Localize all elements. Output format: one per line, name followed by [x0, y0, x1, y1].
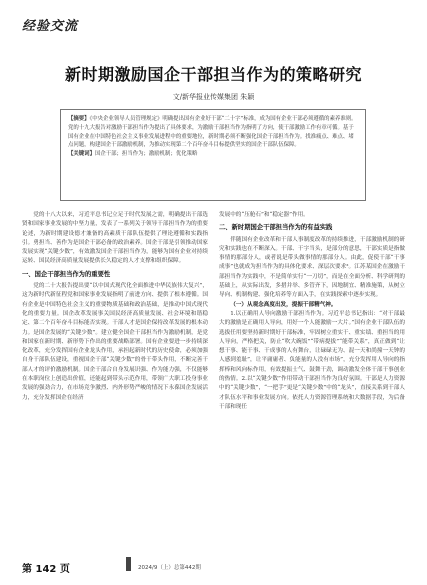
- section-tag: 经验交流: [22, 19, 79, 34]
- footer-divider: [126, 557, 131, 571]
- section-heading: 一、国企干部担当作为的重要性: [22, 270, 111, 278]
- paragraph: 1.以正确用人导向激励干部担当作为。习近平总书记指出：“对干部最大的激励是正确用人导向，用好一个人能激励一大片。”国有企业干部队伍的选拔任用要坚持新时期好干部标准，牢固树立重实干、重实绩、重担当的用人导向，严格把关，防止“吹大碗饭”“带病提拔”“能带关系”，真正做到“让想干事、能干事、干成事的人有舞台，让碌碌无为、混一天和尚撞一天钟的人感到羞耻”，让平庸庸者、负能量的人没有市场”，充分发挥用人导向的指挥棒和风向标作用，有效提振士气、鼓舞干劲，调动激发全体干部干事创业的热情。2.以“关键少数”作用带动干部担当作为良好氛围。干部是人力资源中的“关键少数”，“一把手”更是“关键少数”中的“龙头”，直接关系到干部人才队伍水平和事业发展方向。依托人力资源管理系统和大数据手段，为后备干部和现任: [219, 310, 405, 410]
- paragraph: 党的二十大报告提出要“以中国式现代化全面推进中华民族伟大复兴”，这为新时代新征程党和国家事业发展指明了前进方向、提供了根本遵循。国有企业是中国特色社会主义的重要物质基础和政治基础，是推动中国式现代化的重要力量。国企改革发展事关国民经济高质量发展、社会环境和谐稳定、第二个百年奋斗目标能否实现。干部人才是国企保持改革发展的根本动力。是国企发展的“关键少数”。建立健全国企干部担当作为激励机制，是党和国家在新时期、新形势下作出的重要战略部署。国有企业要进一步持续深化改革，充分发挥国有企业龙头作用，承担起新时代的历史使命，必须加强自身干部队伍建设，重视国企干部“关键少数”的骨干带头作用，不断完善干部人才的评价激励机制。国企干部合自身发展识强、作为能力强，不仅能够在本职岗位上创造出价值，还能起到带头示范作用，带领广大职工投身事业发展的强劲合力，在市场竞争激烈、内外形势严峻的情况下永葆国企发展活力，充分发挥国企在经济: [22, 283, 208, 401]
- page-number: [22, 560, 76, 575]
- paragraph: 伴随国有企业改革和干部人事制度改革的持续推进，干部激励机制的研究和实践也在不断深入。干部、干字当头，是部分的意思，干部实质是指做事情的那部分人，或者说是带头做事情的那部分人。由此，促使干部“干事成事”也就成为担当作为的具体化要求、深层次要求²。江苏某国企在激励干部担当作为实践中，不是简单实行“一刀切”，而是在全面分析、科学研判的基础上，从实际出发，多措并举、多管齐下，因地制宜、精准施策，从树立导向、机制构建、强化培养等方面入手，在实践探索中逐步实现。: [219, 236, 405, 299]
- left-column: [22, 211, 208, 551]
- article-title: 新时期激励国企干部担当作为的策略研究: [64, 65, 362, 84]
- abstract-label: 【摘要】: [68, 116, 90, 122]
- abstract-box: [60, 109, 366, 201]
- section-heading: 二、新时期国企干部担当作为的有益实践: [219, 224, 333, 232]
- abstract-text: 《中央企业领导人员管理规定》明确提出国有企业好干部“二十字”标准，成为国有企业干部必须遵循的素养准则。党的十九大报告对激励干部担当作为提出了具体要求，为激励干部担当作为指明了方向，使干部激励工作有章可循。基于国有企业在中国特色社会主义事业发展进程中的重要地位，新时期必须不断强化国企干部担当作为。找准痛点、难点、堵点问题，构建国企干部激励机制，为推动实现第二个百年奋斗目标提供坚实的国企干部队伍保障。: [68, 116, 357, 149]
- subsection-heading: （一）从观念高度出发，提振干部精气神。: [230, 301, 337, 308]
- page-number-text: 第 142 页: [22, 564, 70, 575]
- paragraph: 发展中的“压舱石”和“稳定器”作用。: [219, 212, 309, 218]
- paragraph: 党的十八大以来，习近平总书记立足于时代发展之需，明确提出干部选贤和国家事业发展的中坚力量，发表了一系列关于领导干部担当作为的重要论述，为新时期建设德才兼备的高素质干部队伍提供了理论遵循和实践指引。勇担当、善作为是国企干部必备的政治素养。国企干部是引领推动国家发展实现“关键少数”，有效激发国企干部担当作为，能够为国有企业对持续运转、国民经济高质量发展提供长久稳定的人才支撑和组织保障。: [22, 212, 208, 265]
- article-author: 文/新华报业传媒集团 朱颖: [172, 93, 255, 101]
- issue-info: 2024/9（上）总第442期: [138, 565, 201, 571]
- keywords-text: 国企干部；担当作为；激励机制；优化策略: [94, 151, 198, 158]
- right-column: [219, 211, 405, 551]
- keywords-label: 【关键词】: [68, 151, 95, 158]
